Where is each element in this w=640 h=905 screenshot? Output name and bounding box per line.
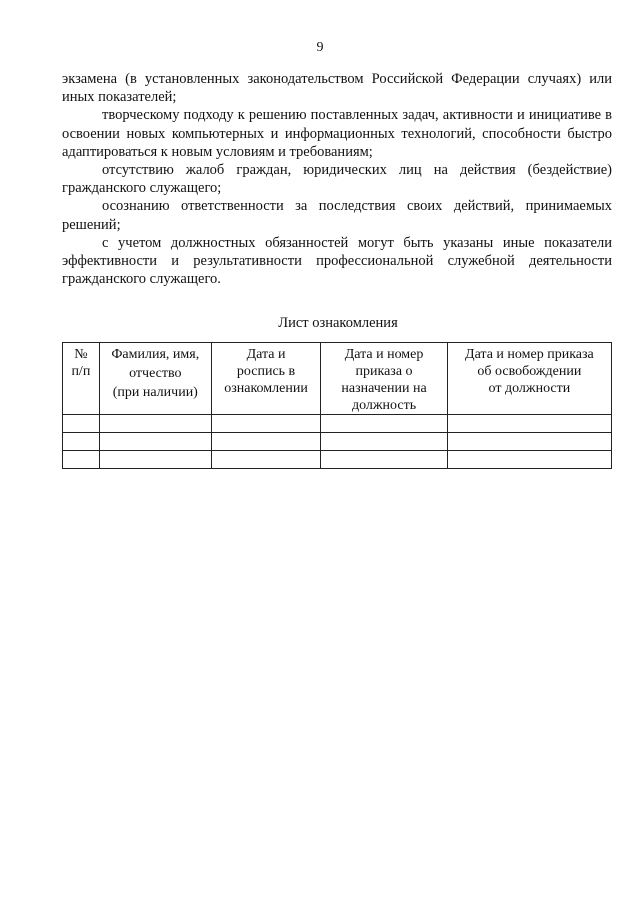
table-header-row [63,343,612,415]
document-body [62,70,612,288]
table-cell[interactable] [211,433,320,451]
header-line: п/п [71,364,91,379]
table-cell[interactable] [63,433,100,451]
column-header-date-signature [211,343,320,415]
header-line: приказа о [355,364,413,379]
header-line: Фамилия, имя, [111,347,200,362]
page-number: 9 [316,40,324,55]
paragraph-no-complaints: отсутствию жалоб граждан, юридических лиц на действия (бездействие) гражданского служащего; [62,162,612,197]
table-row [63,415,612,433]
header-line: Дата и номер [344,347,424,362]
table-row [63,451,612,469]
table-cell[interactable] [211,451,320,469]
table-cell[interactable] [63,451,100,469]
table-cell[interactable] [99,433,211,451]
header-line: от должности [488,381,571,396]
acknowledgment-sheet-title: Лист ознакомления [278,315,398,331]
header-line: Дата и номер приказа [465,347,594,362]
column-header-release-order [447,343,611,415]
table-cell[interactable] [447,415,611,433]
header-line: должность [351,398,417,413]
table-cell[interactable] [99,415,211,433]
header-line: назначении на [341,381,427,396]
column-header-number [63,343,100,415]
table-cell[interactable] [447,433,611,451]
table-cell[interactable] [211,415,320,433]
header-line: ознакомлении [224,381,308,396]
header-line: Дата и [246,347,286,362]
table-cell[interactable] [321,415,448,433]
header-line: об освобождении [477,364,582,379]
table-cell[interactable] [447,451,611,469]
table-cell[interactable] [99,451,211,469]
column-header-appointment-order [321,343,448,415]
table-cell[interactable] [321,451,448,469]
paragraph-responsibility: осознанию ответственности за последствия своих действий, принимаемых решений; [62,198,612,233]
acknowledgment-table [62,342,612,469]
paragraph-continuation: экзамена (в установленных законодательством Российской Федерации случаях) или иных показателей; [62,71,612,106]
table-cell[interactable] [63,415,100,433]
header-line: № [74,347,88,362]
table-cell[interactable] [321,433,448,451]
paragraph-other-indicators: с учетом должностных обязанностей могут быть указаны иные показатели эффективности и результативности профессиональной служебной деятельности гражданского служащего. [62,234,612,288]
paragraph-creative-approach: творческому подходу к решению поставленных задач, активности и инициативе в освоении новых компьютерных и информационных технологий, способности быстро адаптироваться к новым условиям и требованиям; [62,107,612,160]
table-row [63,433,612,451]
header-line: роспись в [236,364,296,379]
header-line: отчество [129,366,182,381]
column-header-full-name [99,343,211,415]
header-line: (при наличии) [112,385,198,400]
